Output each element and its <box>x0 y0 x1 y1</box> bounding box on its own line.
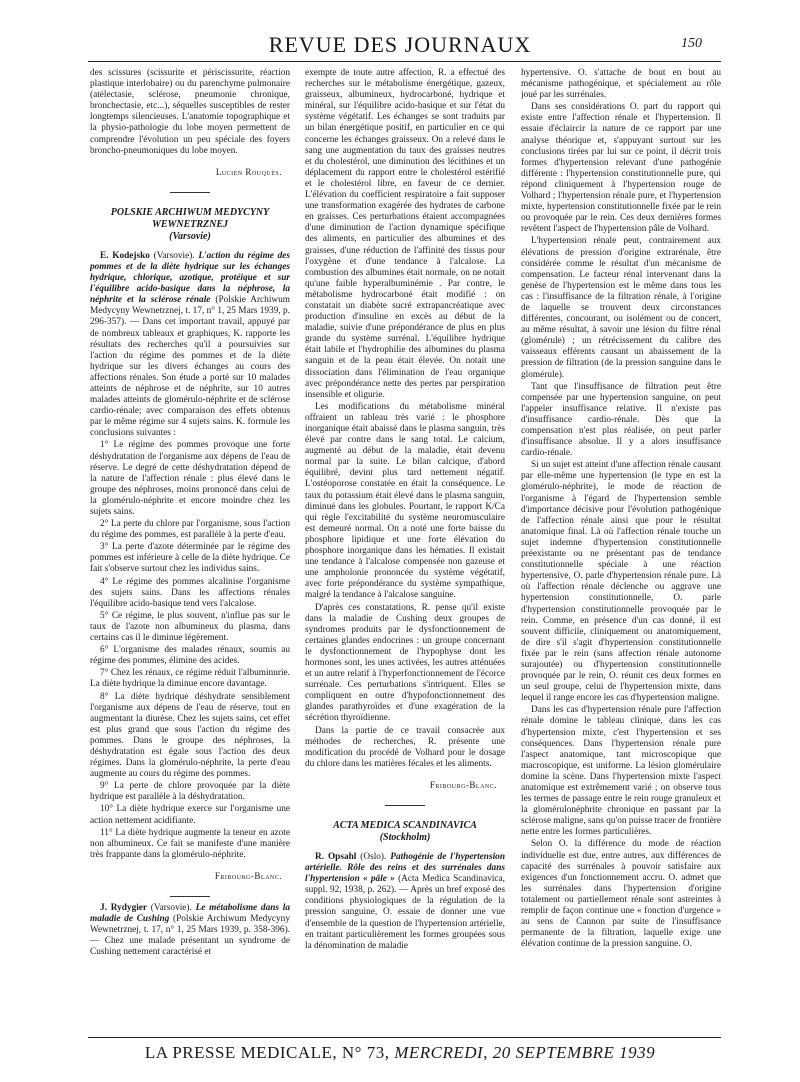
conclusion-item: 4° Le régime des pommes alcalinise l'organisme des sujets sains. Dans les affections rénales l'équilibre acido-basique tend vers l'alcalose. <box>90 576 290 609</box>
author-signature: Fribourg-Blanc. <box>429 779 497 790</box>
page-number: 150 <box>681 36 702 51</box>
paragraph: Selon O. la différence du mode de réaction individuelle est due, entre autres, aux différences de capacité des surrénales à pouvoir satisfaire aux exigences d'un fonctionnement accru. O. admet que les surrénales dans l'hypertension d'origine totalement ou partiellement rénale sont astreintes à remplir de façon continue une « fonction d'urgence » au sens de Cannon par suite de l'insuffisance permanente de la filtration, laquelle exige une élévation continue de la pression sanguine. O. <box>521 839 721 950</box>
paragraph: Dans la partie de ce travail consacrée aux méthodes de recherches, R. présente une modification du procédé de Volhard pour le dosage du chlore dans les matières fécales et les aliments. <box>305 725 505 769</box>
footer-publication: LA PRESSE MEDICALE, N° 73, <box>144 1043 395 1062</box>
article-city: (Oslo). <box>356 852 391 862</box>
journal-heading <box>305 820 505 844</box>
author-signature: Lucien Rouquès. <box>215 166 282 177</box>
paragraph: Tant que l'insuffisance de filtration peut être compensée par une hypertension sanguine, on peut l'appeler insuffisance relative. Il n'existe pas d'insuffisance cardio-rénale. Dès que la compensation n'est plus réalisée, on peut parler d'insuffisance absolue. Il y a alors insuffisance cardio-rénale. <box>521 381 721 459</box>
article-body: (Polskie Archiwum Medycyny Wewnetrznej, t. 17, n° 1, 25 Mars 1939, p. 358-396). — Chez une malade présentant un syndrome de Cushing nettement caractérisé et <box>90 914 290 958</box>
article-author: J. Rydygier <box>100 903 148 913</box>
journal-heading <box>90 207 290 243</box>
footer-date: MERCREDI, 20 SEPTEMBRE 1939 <box>394 1043 656 1062</box>
journal-name: ACTA MEDICA SCANDINAVICA <box>333 820 477 831</box>
paragraph: Dans ses considérations O. part du rapport qui existe entre l'affection rénale et l'hypertension. Il essaie d'éclaircir la nature de ce rapport par une analyse théorique et, s'appuyant surtout sur les conclusions tirées par lui sur ce point, il décrit trois formes d'hypertension relevant d'une pathogénie différente : l'hypertension constitutionnelle pure, qui répond cliniquement à l'hypertension rouge de Volhard ; l'hypertension rénale pure, et l'hypertension mixte, hypertension constitutionnelle fixée par le rein ou provoquée par le rein. Ces deux dernières formes revêtent l'aspect de l'hypertension pâle de Volhard. <box>521 102 721 235</box>
separator <box>385 805 425 806</box>
conclusion-item: 1° Le régime des pommes provoque une forte déshydratation de l'organisme aux dépens de l'eau de réserve. Le degré de cette déshydratation dépend de la nature de l'affection rénale : plus élevé dans le groupe des néphroses, moins prononcé dans celui de la glomérulo-néphrite et encore moindre chez les sujets sains. <box>90 440 290 517</box>
paragraph: D'après ces constatations, R. pense qu'il existe dans la maladie de Cushing deux groupes de syndromes produits par le dysfonctionnement de certaines glandes endocrines : un groupe concernant le dysfonctionnement de l'hypophyse dont les hormones sont, les unes activées, les autres atténuées et un autre relatif à l'hyperfonctionnement de l'écorce surrénale. Ces perturbations s'intriquent. Elles se compliquent en outre d'hypofonctionnement des glandes parathyroïdes et d'une exagération de la sécrétion thyroïdienne. <box>305 602 505 724</box>
conclusion-item: 9° La perte de chlore provoquée par la diète hydrique est parallèle à la déshydratation. <box>90 781 290 803</box>
paragraph: L'hypertension rénale peut, contrairement aux élévations de pression d'origine extrarénale, être considérée comme le résultat d'un mécanisme de compensation. Le facteur rénal intervenant dans la genèse de l'hypertension est le même dans tous les cas : l'insuffisance de la filtration rénale, à l'origine de laquelle se trouvent deux circonstances différentes, concourant, ou isolément ou de concert, au même résultat, à savoir une lésion du filtre rénal (glomérule) ; un rétrécissement du calibre des vaisseaux efférents causant un abaissement de la pression de filtration (de la pression sanguine dans le glomérule). <box>521 236 721 380</box>
author-signature: Fribourg-Blanc. <box>214 870 282 881</box>
article-intro <box>90 251 290 440</box>
article-city: (Varsovie). <box>147 903 196 913</box>
conclusion-item: 11° La diète hydrique augmente la teneur en azote non albumineux. Ce fait se manifeste d'une manière très frappante dans la glomérulo-néphrite. <box>90 827 290 860</box>
column-3 <box>521 68 721 1030</box>
article-city: (Varsovie). <box>149 250 199 261</box>
article-author: E. Kodejsko <box>100 250 150 261</box>
conclusion-item: 6° L'organisme des malades rénaux, soumis au régime des pommes, élimine des acides. <box>90 645 290 667</box>
conclusion-item: 5° Ce régime, le plus souvent, n'influe pas sur le taux de l'azote non albumineux du plasma, dans certains cas il le diminue légèrement. <box>90 610 290 644</box>
paragraph: exempte de toute autre affection, R. a effectué des recherches sur le métabolisme énergétique, gazeux, graisseux, albumineux, hydrocarboné, hydrique et minéral, sur l'équilibre acido-basique et sur l'état du système végétatif. Les échanges se sont traduits par un bilan énergétique positif, en particulier en ce qui concerne les échanges graisseux. On a relevé dans le sang une augmentation du taux des graisses neutres et du cholestérol, une diminution des lécithines et un déplacement du rapport entre le cholestérol estérifié et le cholestérol libre, en faveur de ce dernier. L'élévation du coefficient respiratoire a fait supposer une transformation exagérée des hydrates de carbone en graisses. Ces perturbations étaient accompagnées d'une diminution de l'action dynamique spécifique des aliments, en particulier des albumines et des graisses, d'une réduction de l'affinité des tissus pour l'oxygène et d'une tendance à l'alcalose. La combustion des albumines était normale, on ne notait qu'une faible hyperalbuminémie . Par contre, le métabolisme hydrocarboné était modifié : on constatait un diabète sucré extrapancréatique avec production d'insuline en excès au début de la maladie, suivie d'une prépondérance de plus en plus grande du système surrénal. L'équilibre hydrique était labile et l'hydrophilie des albumines du plasma sanguin et de la peau était élevée. On notait une dissociation dans l'élimination de l'eau organique avec prépondérance nette des pertes par perspiration insensible et oligurie. <box>305 68 505 400</box>
separator <box>170 192 210 193</box>
paragraph: Dans les cas d'hypertension rénale pure l'affection rénale domine le tableau clinique, dans les cas d'hypertension mixte, c'est l'hypertension et ses conséquences. Dans l'hypertension rénale pure l'aspect anatomique, tant microscopique que macroscopique, est uniforme. La lésion glomérulaire domine la scène. Dans l'hypertension mixte l'aspect anatomique est extrêmement varié ; on observe tous les termes de passage entre le rein rouge granuleux et la glomérulonéphrite chronique en passant par la sclérose maligne, sans qu'on puisse tracer de frontière nette entre les formes particulières. <box>521 705 721 838</box>
conclusion-item: 3° La perte d'azote déterminée par le régime des pommes est inférieure à celle de la diète hydrique. Ce fait s'observe surtout chez les individus sains. <box>90 542 290 575</box>
article-body: (Polskie Archiwum Medycyny Wewnetrznej, t. 17, n° 1, 25 Mars 1939, p. 296-357). — Dans cet important travail, appuyé par de nombreux tableaux et graphiques, K. rapporte les résultats des recherches qu'il a poursuivies sur l'action du régime des pommes et de la diète hydrique sur les divers échanges au cours des affections rénales. Son étude a porté sur 10 malades atteints de néphrose et de néphrite, sur 10 autres malades atteints de glomérulo-néphrite et de sclérose cardio-rénale; avec comparaison des effets obtenus par le même régime sur 4 sujets sains. K. formule les conclusions suivantes : <box>90 295 290 439</box>
conclusion-item: 8° La diète hydrique déshydrate sensiblement l'organisme aux dépens de l'eau de réserve, tout en augmentant la diurèse. Chez les sujets sains, cet effet est plus grand que sous l'action du régime des pommes. Dans le groupe des néphroses, la déshydratation est égale sous l'action des deux régimes. Dans la glomérulo-néphrite, la perte d'eau augmente au cours du régime des pommes. <box>90 691 290 780</box>
paragraph: Si un sujet est atteint d'une affection rénale causant par elle-même une hypertension (le type en est la glomérulo-néphrite), le mode de réaction de l'organisme à l'égard de l'hypertension semble d'importance décisive pour l'évolution pathogénique de l'affection rénale ainsi que pour le résultat anatomique final. Là où l'affection rénale touche un sujet indemne d'hypertension constitutionnelle préexistante ou ne présentant pas de tendance constitutionnelle spéciale à une réaction hypertensive, O. parle d'hypertension rénale pure. Là où l'affection rénale déclenche ou aggrave une hypertension constitutionnelle, O. parle d'hypertension constitutionnelle provoquée par le rein. Comme, en présence d'un cas donné, il est souvent difficile, cliniquement ou anatomiquement, de dire s'il s'agit d'hypertension constitutionnelle fixée par le rein (sans affection rénale autonome surajoutée) ou d'hypertension constitutionnelle provoquée par le rein, O. réunit ces deux formes en un seul groupe, celui de l'hypertension mixte, dans lequel il range encore les cas d'hypertension maligne. <box>521 460 721 704</box>
conclusion-item: 10° La diète hydrique exerce sur l'organisme une action nettement acidifiante. <box>90 804 290 826</box>
article-author: R. Opsahl <box>315 852 357 862</box>
paragraph: hypertensive. O. s'attache de bout en bout au mécanisme pathogénique, et spécialement au rôle joué par les surrénales. <box>521 68 721 101</box>
header-rule <box>88 61 721 62</box>
column-2 <box>305 68 505 1030</box>
page-footer <box>0 1043 800 1063</box>
page-header <box>0 32 800 62</box>
paragraph: Les modifications du métabolisme minéral offraient un tableau très varié : le phosphore inorganique était abaissé dans le plasma sanguin, très élevé par contre dans le sang total. Le calcium, augmenté au début de la maladie, était devenu normal par la suite. Le bilan calcique, d'abord équilibré, devint plus tard nettement négatif. L'ostéoporose constatée en était la conséquence. Le taux du potassium était élevé dans le plasma sanguin, diminué dans les globules. Pourtant, le rapport K/Ca qui règle l'excitabilité du système neuromusculaire est demeuré normal. On a noté une forte baisse du phosphore lipidique et une forte élévation du phosphore inorganique dans les hématies. Il existait une tendance à l'alcalose compensée non gazeuse et une ampholonie prononcée du système végétatif, avec forte prépondérance du système sympathique, malgré la tendance à l'alcalose sanguine. <box>305 401 505 601</box>
article-body: (Acta Medica Scandinavica, suppl. 92, 1938, p. 262). — Après un bref exposé des conditions physiologiques de la régulation de la pression sanguine, O. essaie de donner une vue d'ensemble de la question de l'hypertension artérielle, en traitant particulièrement les formes groupées sous la dénomination de maladie <box>305 874 505 951</box>
paragraph: des scissures (scissurite et périscissurite, réaction plastique interlobaire) ou du parenchyme pulmonaire (atélectasie, sclérose, pneumonie chronique, bronchectasie, etc...), séquelles susceptibles de rester longtemps silencieuses. L'anatomie topographique et la physio-pathologie du lobe moyen permettent de comprendre l'évolution un peu spéciale des foyers broncho-pneumoniques du lobe moyen. <box>90 68 290 156</box>
footer-rule <box>88 1037 721 1038</box>
journal-section-title: REVUE DES JOURNAUX <box>268 32 532 57</box>
journal-city: (Varsovie) <box>169 230 211 242</box>
article-title: Pathogénie de l'hypertension artérielle. Rôle des reins et des surrénales dans l'hypertension « pâle » <box>305 852 505 885</box>
article-title: Le métabolisme dans la maladie de Cushing <box>90 903 290 925</box>
journal-name: POLSKIE ARCHIWUM MEDYCYNY WEWNETRZNEJ <box>110 206 270 230</box>
conclusion-item: 7° Chez les rénaux, ce régime réduit l'albuminurie. La diète hydrique la diminue encore davantage. <box>90 668 290 690</box>
journal-city: (Stockholm) <box>379 832 431 843</box>
article-intro <box>90 903 290 958</box>
article-intro <box>305 852 505 952</box>
article-title: L'action du régime des pommes et de la diète hydrique sur les échanges hydrique, chlorique, azotique, protéique et sur l'équilibre acido-basique dans la néphrose, la néphrite et la sclérose rénale <box>90 250 290 306</box>
conclusion-item: 2° La perte du chlore par l'organisme, sous l'action du régime des pommes, est parallèle à la perte d'eau. <box>90 519 290 541</box>
separator <box>170 896 210 897</box>
column-1 <box>90 68 290 1030</box>
